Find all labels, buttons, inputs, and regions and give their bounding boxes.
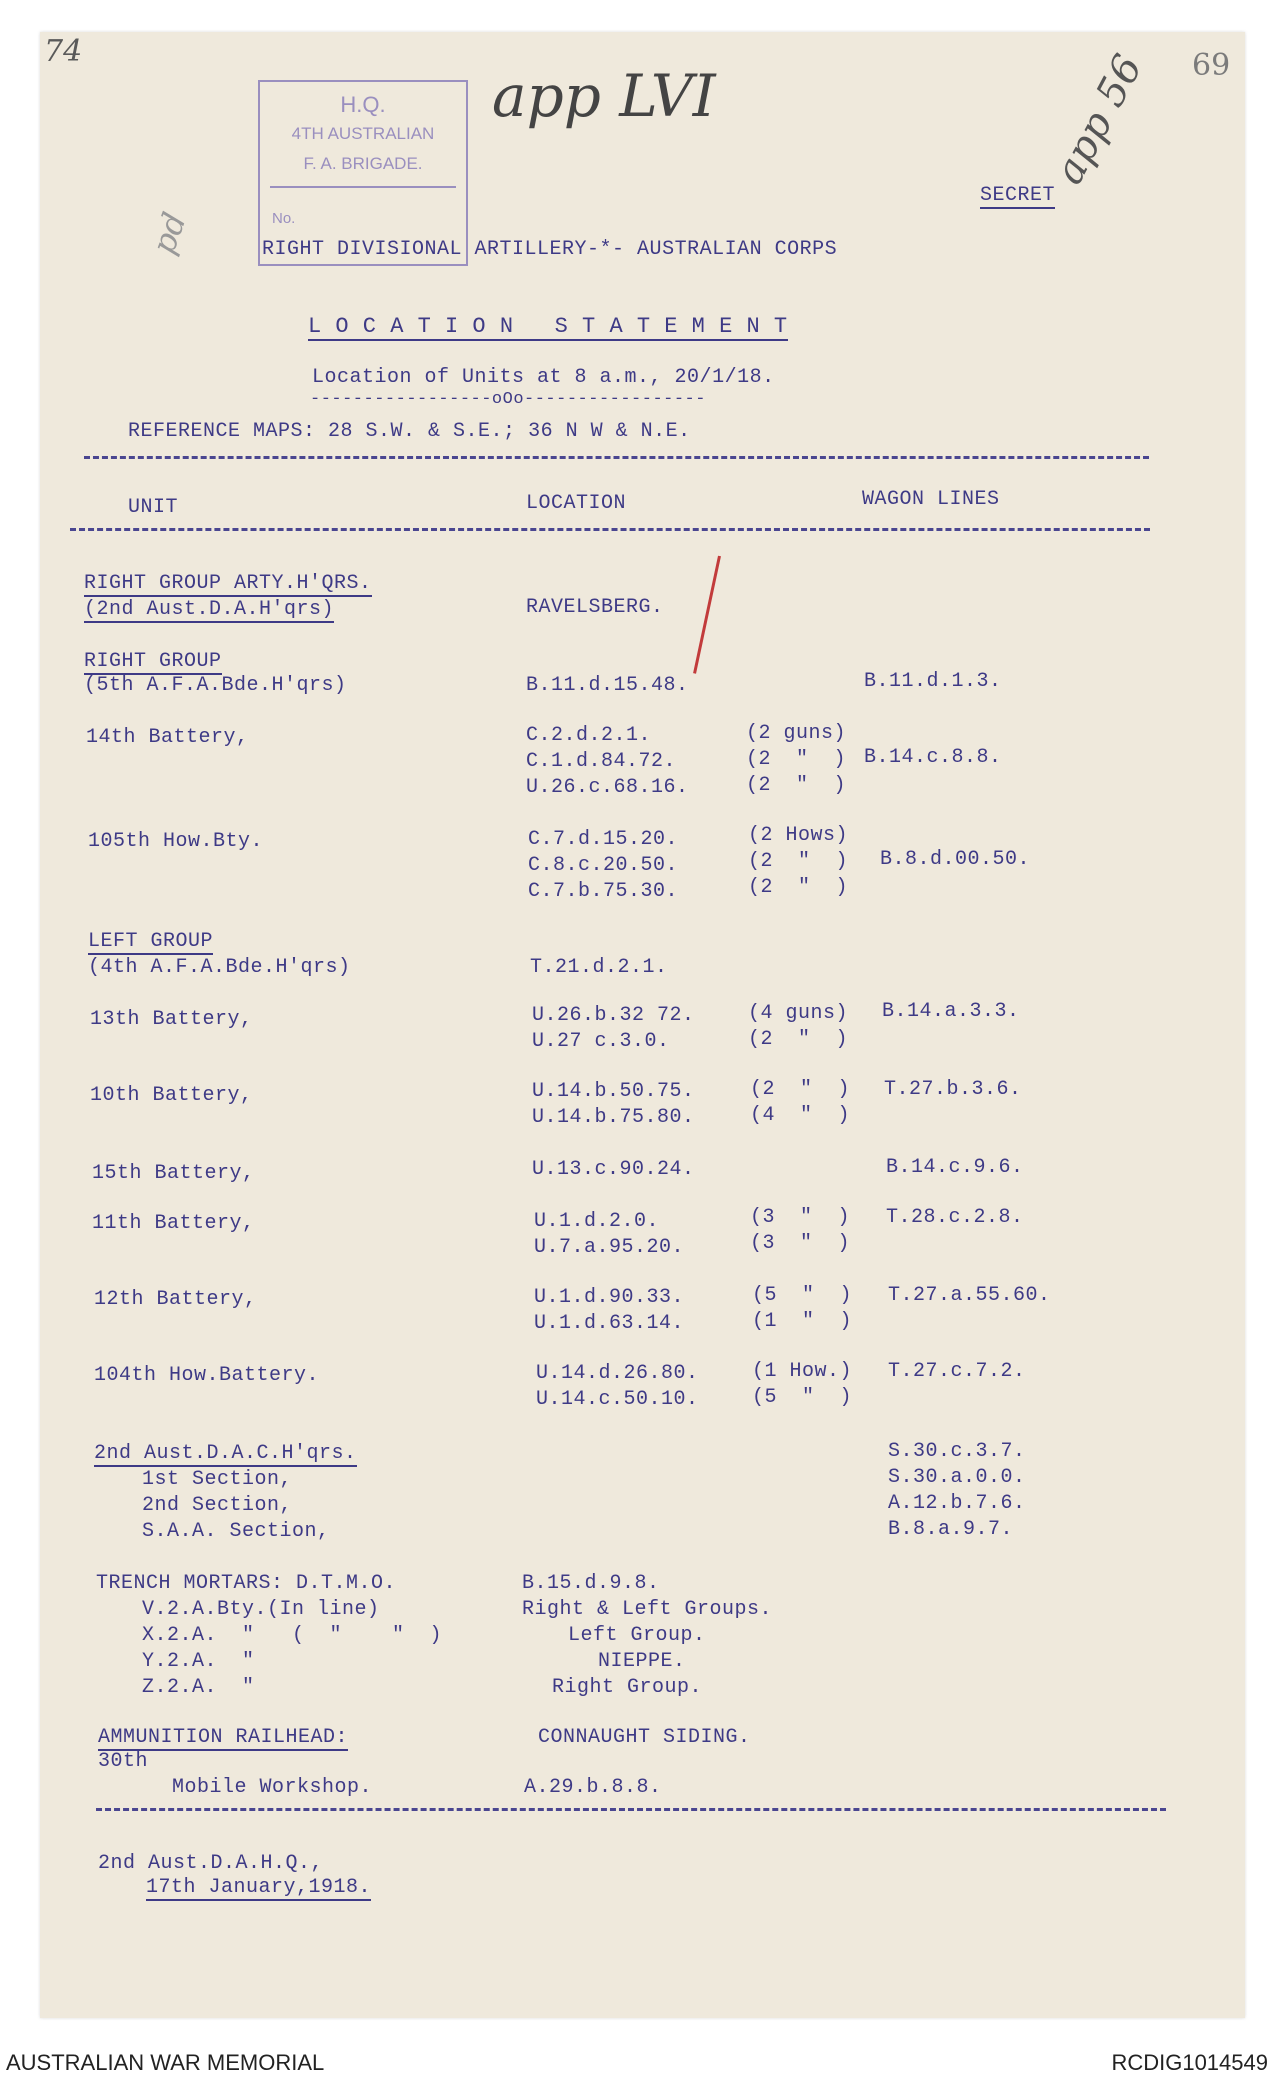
page-number: 69 (1192, 48, 1231, 83)
section-label: V.2.A.Bty.(In line) (142, 1598, 380, 1621)
unit-label: RIGHT GROUP ARTY.H'QRS. (84, 572, 372, 595)
location-cell: U.1.d.2.0. (534, 1210, 660, 1233)
wagon-cell: B.14.a.3.3. (882, 1000, 1020, 1023)
column-location: LOCATION (526, 492, 627, 515)
unit-label: LEFT GROUP (88, 930, 214, 953)
location-cell: U.1.d.90.33. (534, 1286, 685, 1309)
count-cell: (5 " ) (752, 1386, 853, 1409)
unit-label: 11th Battery, (92, 1212, 255, 1235)
count-cell: (2 Hows) (748, 824, 849, 847)
signoff-date: 17th January,1918. (146, 1876, 372, 1899)
column-unit: UNIT (128, 496, 179, 519)
count-cell: (3 " ) (750, 1232, 851, 1255)
location-cell: Left Group. (568, 1624, 706, 1647)
unit-label: Mobile Workshop. (172, 1776, 373, 1799)
location-cell: RAVELSBERG. (526, 596, 664, 619)
count-cell: (4 " ) (750, 1104, 851, 1127)
stamp-rule (270, 186, 456, 188)
location-cell: C.7.b.75.30. (528, 880, 679, 903)
count-cell: (1 " ) (752, 1310, 853, 1333)
section-label: S.A.A. Section, (142, 1520, 330, 1543)
wagon-cell: S.30.c.3.7. (888, 1440, 1026, 1463)
count-cell: (1 How.) (752, 1360, 853, 1383)
unit-sublabel: (2nd Aust.D.A.H'qrs) (84, 598, 335, 621)
location-cell: U.27 c.3.0. (532, 1030, 670, 1053)
unit-label: RIGHT GROUP (84, 650, 222, 673)
unit-sublabel: (5th A.F.A.Bde.H'qrs) (84, 674, 347, 697)
count-cell: (5 " ) (752, 1284, 853, 1307)
count-cell: (2 " ) (748, 850, 849, 873)
location-cell: U.14.c.50.10. (536, 1388, 699, 1411)
unit-label: 12th Battery, (94, 1288, 257, 1311)
location-cell: U.26.b.32 72. (532, 1004, 695, 1027)
count-cell: (2 " ) (746, 774, 847, 797)
unit-label: TRENCH MORTARS: D.T.M.O. (96, 1572, 397, 1595)
wagon-cell: T.28.c.2.8. (886, 1206, 1024, 1229)
document-title: L O C A T I O N S T A T E M E N T (308, 314, 788, 339)
unit-label: 10th Battery, (90, 1084, 253, 1107)
unit-label: 105th How.Bty. (88, 830, 264, 853)
unit-label: 30th (98, 1750, 149, 1773)
count-cell: (4 guns) (748, 1002, 849, 1025)
section-label: Z.2.A. " (142, 1676, 255, 1699)
footer-id: RCDIG1014549 (1111, 2050, 1268, 2075)
stamp-line-3: F. A. BRIGADE. (303, 154, 423, 173)
appendix-side-handwriting: app 56 (1046, 47, 1152, 192)
reference-maps: REFERENCE MAPS: 28 S.W. & S.E.; 36 N W & N.E. (128, 420, 691, 443)
location-cell: U.14.d.26.80. (536, 1362, 699, 1385)
location-cell: CONNAUGHT SIDING. (538, 1726, 751, 1749)
location-cell: B.11.d.15.48. (526, 674, 689, 697)
rule-bottom (96, 1808, 1166, 1811)
wagon-cell: A.12.b.7.6. (888, 1492, 1026, 1515)
location-cell: B.15.d.9.8. (522, 1572, 660, 1595)
section-label: 2nd Section, (142, 1494, 293, 1517)
classification: SECRET (980, 184, 1056, 207)
footer-archive: AUSTRALIAN WAR MEMORIAL (6, 2050, 325, 2075)
wagon-cell: B.8.d.00.50. (880, 848, 1031, 871)
appendix-handwriting: app LVI (492, 62, 716, 130)
title-separator: -----------------oOo----------------- (310, 390, 706, 409)
wagon-cell: T.27.a.55.60. (888, 1284, 1051, 1307)
rule-top (84, 456, 1149, 459)
location-cell: C.7.d.15.20. (528, 828, 679, 851)
location-cell: U.26.c.68.16. (526, 776, 689, 799)
unit-label: 15th Battery, (92, 1162, 255, 1185)
location-cell: U.13.c.90.24. (532, 1158, 695, 1181)
location-cell: Right Group. (552, 1676, 703, 1699)
wagon-cell: B.14.c.8.8. (864, 746, 1002, 769)
wagon-cell: B.11.d.1.3. (864, 670, 1002, 693)
document-subtitle: Location of Units at 8 a.m., 20/1/18. (312, 366, 775, 389)
section-label: X.2.A. " ( " " ) (142, 1624, 443, 1647)
location-cell: C.8.c.20.50. (528, 854, 679, 877)
wagon-cell: S.30.a.0.0. (888, 1466, 1026, 1489)
unit-label: 13th Battery, (90, 1008, 253, 1031)
wagon-cell: T.27.b.3.6. (884, 1078, 1022, 1101)
wagon-cell: B.8.a.9.7. (888, 1518, 1014, 1541)
rule-header (70, 528, 1150, 531)
section-label: Y.2.A. " (142, 1650, 255, 1673)
location-cell: U.7.a.95.20. (534, 1236, 685, 1259)
section-label: 1st Section, (142, 1468, 293, 1491)
count-cell: (2 " ) (750, 1078, 851, 1101)
unit-label: 14th Battery, (86, 726, 249, 749)
stamp-line-4: No. (272, 210, 296, 227)
count-cell: (2 " ) (748, 876, 849, 899)
document-header: RIGHT DIVISIONAL ARTILLERY-*- AUSTRALIAN CORPS (262, 238, 838, 261)
count-cell: (2 " ) (746, 748, 847, 771)
wagon-cell: T.27.c.7.2. (888, 1360, 1026, 1383)
location-cell: U.14.b.50.75. (532, 1080, 695, 1103)
count-cell: (3 " ) (750, 1206, 851, 1229)
location-cell: Right & Left Groups. (522, 1598, 773, 1621)
location-cell: NIEPPE. (598, 1650, 686, 1673)
count-cell: (2 " ) (748, 1028, 849, 1051)
unit-sublabel: (4th A.F.A.Bde.H'qrs) (88, 956, 351, 979)
location-cell: U.14.b.75.80. (532, 1106, 695, 1129)
unit-label: 104th How.Battery. (94, 1364, 320, 1387)
stamp-line-2: 4TH AUSTRALIAN (291, 124, 435, 143)
location-cell: C.2.d.2.1. (526, 724, 652, 747)
wagon-cell: B.14.c.9.6. (886, 1156, 1024, 1179)
unit-label: AMMUNITION RAILHEAD: (98, 1726, 349, 1749)
location-cell: U.1.d.63.14. (534, 1312, 685, 1335)
corner-handwriting: 74 (44, 34, 83, 69)
initials-handwriting: pd (144, 207, 194, 259)
stamp-line-1: H.Q. (340, 92, 386, 117)
column-wagon-lines: WAGON LINES (862, 488, 1000, 511)
signoff-line-1: 2nd Aust.D.A.H.Q., (98, 1852, 324, 1875)
count-cell: (2 guns) (746, 722, 847, 745)
location-cell: T.21.d.2.1. (530, 956, 668, 979)
location-cell: A.29.b.8.8. (524, 1776, 662, 1799)
unit-label: 2nd Aust.D.A.C.H'qrs. (94, 1442, 357, 1465)
location-cell: C.1.d.84.72. (526, 750, 677, 773)
